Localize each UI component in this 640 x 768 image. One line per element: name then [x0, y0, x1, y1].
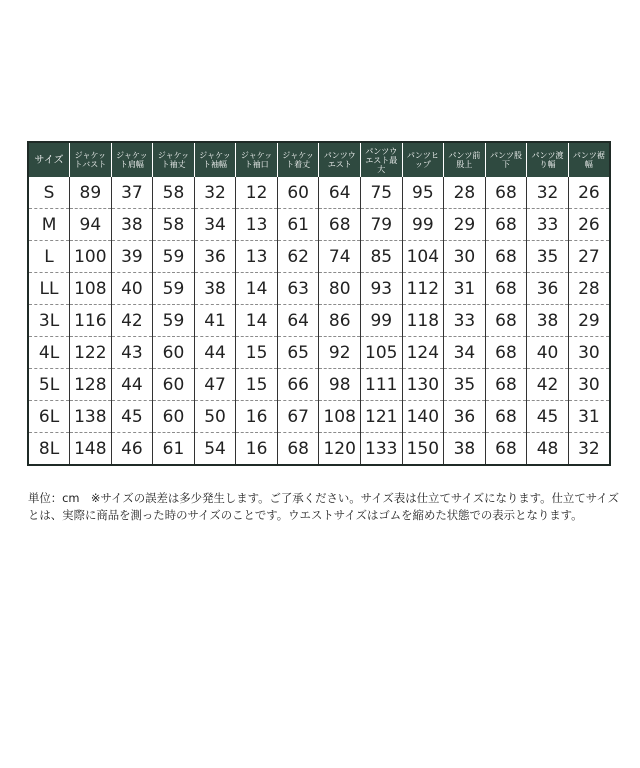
measurement-cell: 58 [153, 177, 195, 209]
measurement-cell: 95 [402, 177, 444, 209]
measurement-cell: 63 [277, 273, 319, 305]
measurement-cell: 116 [70, 305, 112, 337]
measurement-cell: 148 [70, 433, 112, 466]
measurement-cell: 80 [319, 273, 361, 305]
measurement-cell: 35 [527, 241, 569, 273]
measurement-cell: 62 [277, 241, 319, 273]
size-label-cell: L [28, 241, 70, 273]
measurement-cell: 45 [527, 401, 569, 433]
measurement-cell: 14 [236, 273, 278, 305]
measurement-cell: 68 [485, 337, 527, 369]
measurement-cell: 38 [444, 433, 486, 466]
measurement-cell: 74 [319, 241, 361, 273]
measurement-cell: 30 [568, 337, 610, 369]
measurement-cell: 99 [361, 305, 403, 337]
table-row [28, 241, 610, 273]
measurement-cell: 150 [402, 433, 444, 466]
measurement-cell: 38 [527, 305, 569, 337]
measurement-cell: 16 [236, 401, 278, 433]
header-cell: パンツ股下 [485, 142, 527, 177]
header-cell-size: サイズ [28, 142, 70, 177]
size-label-cell: S [43, 182, 55, 203]
size-label-cell: 3L [28, 305, 70, 337]
measurement-cell: 38 [111, 209, 153, 241]
measurement-cell: 28 [444, 177, 486, 209]
measurement-cell: 31 [444, 273, 486, 305]
measurement-cell: 111 [361, 369, 403, 401]
measurement-cell: 60 [153, 369, 195, 401]
header-cell: ジャケット袖丈 [153, 142, 195, 177]
measurement-cell: 58 [153, 209, 195, 241]
measurement-cell: 28 [568, 273, 610, 305]
measurement-cell: 105 [361, 337, 403, 369]
measurement-cell: 68 [485, 401, 527, 433]
measurement-cell: 13 [236, 241, 278, 273]
measurement-cell: 140 [402, 401, 444, 433]
table-row [28, 209, 610, 241]
measurement-cell: 64 [319, 177, 361, 209]
measurement-cell: 64 [277, 305, 319, 337]
measurement-cell: 43 [111, 337, 153, 369]
measurement-cell: 108 [70, 273, 112, 305]
measurement-cell: 61 [153, 433, 195, 466]
size-chart-body [28, 177, 610, 465]
measurement-cell: 50 [194, 401, 236, 433]
measurement-cell: 26 [568, 209, 610, 241]
measurement-cell: 112 [402, 273, 444, 305]
measurement-cell: 59 [153, 241, 195, 273]
measurement-cell: 68 [485, 241, 527, 273]
measurement-cell: 68 [485, 305, 527, 337]
measurement-cell: 42 [527, 369, 569, 401]
header-cell: ジャケット肩幅 [111, 142, 153, 177]
measurement-cell: 32 [568, 433, 610, 466]
measurement-cell: 130 [402, 369, 444, 401]
size-label-cell: 8L [28, 433, 70, 466]
measurement-cell: 92 [319, 337, 361, 369]
measurement-cell: 68 [485, 209, 527, 241]
measurement-cell: 44 [111, 369, 153, 401]
measurement-cell: 118 [402, 305, 444, 337]
header-row [28, 142, 610, 177]
measurement-cell: 66 [277, 369, 319, 401]
measurement-cell: 12 [236, 177, 278, 209]
measurement-cell: 33 [527, 209, 569, 241]
measurement-cell: 36 [194, 241, 236, 273]
header-cell: ジャケット袖幅 [194, 142, 236, 177]
header-cell: ジャケットバスト [70, 142, 112, 177]
measurement-cell: 121 [361, 401, 403, 433]
measurement-cell: 54 [194, 433, 236, 466]
measurement-cell: 31 [568, 401, 610, 433]
header-cell: パンツ前股上 [444, 142, 486, 177]
measurement-cell: 48 [527, 433, 569, 466]
measurement-cell: 36 [444, 401, 486, 433]
measurement-cell: 61 [277, 209, 319, 241]
size-note: 単位：cm ※サイズの誤差は多少発生します。ご了承ください。サイズ表は仕立てサイズになります。仕立てサイズとは、実際に商品を測った時のサイズのことです。ウエストサイズはゴムを縮めた状態での表示となります。 [28, 491, 619, 522]
measurement-cell: 108 [319, 401, 361, 433]
measurement-cell: 68 [277, 433, 319, 466]
table-row [28, 177, 610, 209]
measurement-cell: 65 [277, 337, 319, 369]
table-row [28, 401, 610, 433]
measurement-cell: 37 [111, 177, 153, 209]
table-row [28, 273, 610, 305]
measurement-cell: 59 [153, 305, 195, 337]
measurement-cell: 16 [236, 433, 278, 466]
measurement-cell: 14 [236, 305, 278, 337]
measurement-cell: 45 [111, 401, 153, 433]
measurement-cell: 68 [485, 273, 527, 305]
header-cell: ジャケット着丈 [277, 142, 319, 177]
measurement-cell: 60 [153, 401, 195, 433]
measurement-cell: 30 [568, 369, 610, 401]
measurement-cell: 13 [236, 209, 278, 241]
measurement-cell: 98 [319, 369, 361, 401]
measurement-cell: 29 [568, 305, 610, 337]
table-row [28, 305, 610, 337]
measurement-cell: 67 [277, 401, 319, 433]
header-cell: ジャケット袖口 [236, 142, 278, 177]
measurement-cell: 32 [194, 177, 236, 209]
measurement-cell: 40 [111, 273, 153, 305]
measurement-cell: 75 [361, 177, 403, 209]
size-label-cell: 4L [28, 337, 70, 369]
measurement-cell: 124 [402, 337, 444, 369]
measurement-cell: 68 [485, 433, 527, 466]
measurement-cell: 36 [527, 273, 569, 305]
header-cell: パンツ裾幅 [568, 142, 610, 177]
table-row [28, 337, 610, 369]
measurement-cell: 68 [319, 209, 361, 241]
header-cell: パンツ渡り幅 [527, 142, 569, 177]
measurement-cell: 34 [194, 209, 236, 241]
measurement-cell: 128 [70, 369, 112, 401]
measurement-cell: 133 [361, 433, 403, 466]
measurement-cell: 46 [111, 433, 153, 466]
measurement-cell: 30 [444, 241, 486, 273]
measurement-cell: 94 [70, 209, 112, 241]
measurement-cell: 38 [194, 273, 236, 305]
measurement-cell: 79 [361, 209, 403, 241]
measurement-cell: 68 [485, 369, 527, 401]
measurement-cell: 120 [319, 433, 361, 466]
measurement-cell: 60 [277, 177, 319, 209]
measurement-cell: 40 [527, 337, 569, 369]
measurement-cell: 41 [194, 305, 236, 337]
measurement-cell: 59 [153, 273, 195, 305]
size-chart-header [28, 142, 610, 177]
header-cell: パンツウエスト最大 [361, 142, 403, 177]
measurement-cell: 93 [361, 273, 403, 305]
measurement-cell: 42 [111, 305, 153, 337]
table-row [28, 369, 610, 401]
measurement-cell: 122 [70, 337, 112, 369]
measurement-cell: 39 [111, 241, 153, 273]
measurement-cell: 89 [70, 177, 112, 209]
size-label-cell: M [28, 209, 70, 241]
measurement-cell: 85 [361, 241, 403, 273]
measurement-cell: 34 [444, 337, 486, 369]
measurement-cell: 44 [194, 337, 236, 369]
measurement-cell: 60 [153, 337, 195, 369]
measurement-cell: 104 [402, 241, 444, 273]
measurement-cell: 27 [568, 241, 610, 273]
size-label-cell: 6L [28, 401, 70, 433]
measurement-cell: 99 [402, 209, 444, 241]
header-cell: パンツヒップ [402, 142, 444, 177]
measurement-cell: 68 [485, 177, 527, 209]
measurement-cell: 138 [70, 401, 112, 433]
measurement-cell: 86 [319, 305, 361, 337]
table-row [28, 433, 610, 466]
measurement-cell: 32 [527, 177, 569, 209]
size-label-cell: LL [28, 273, 70, 305]
size-chart-table [27, 141, 611, 466]
measurement-cell: 29 [444, 209, 486, 241]
measurement-cell: 26 [568, 177, 610, 209]
measurement-cell: 15 [236, 369, 278, 401]
measurement-cell: 33 [444, 305, 486, 337]
size-label-cell: 5L [28, 369, 70, 401]
header-cell: パンツウエスト [319, 142, 361, 177]
measurement-cell: 15 [236, 337, 278, 369]
measurement-cell: 47 [194, 369, 236, 401]
measurement-cell: 35 [444, 369, 486, 401]
measurement-cell: 100 [70, 241, 112, 273]
